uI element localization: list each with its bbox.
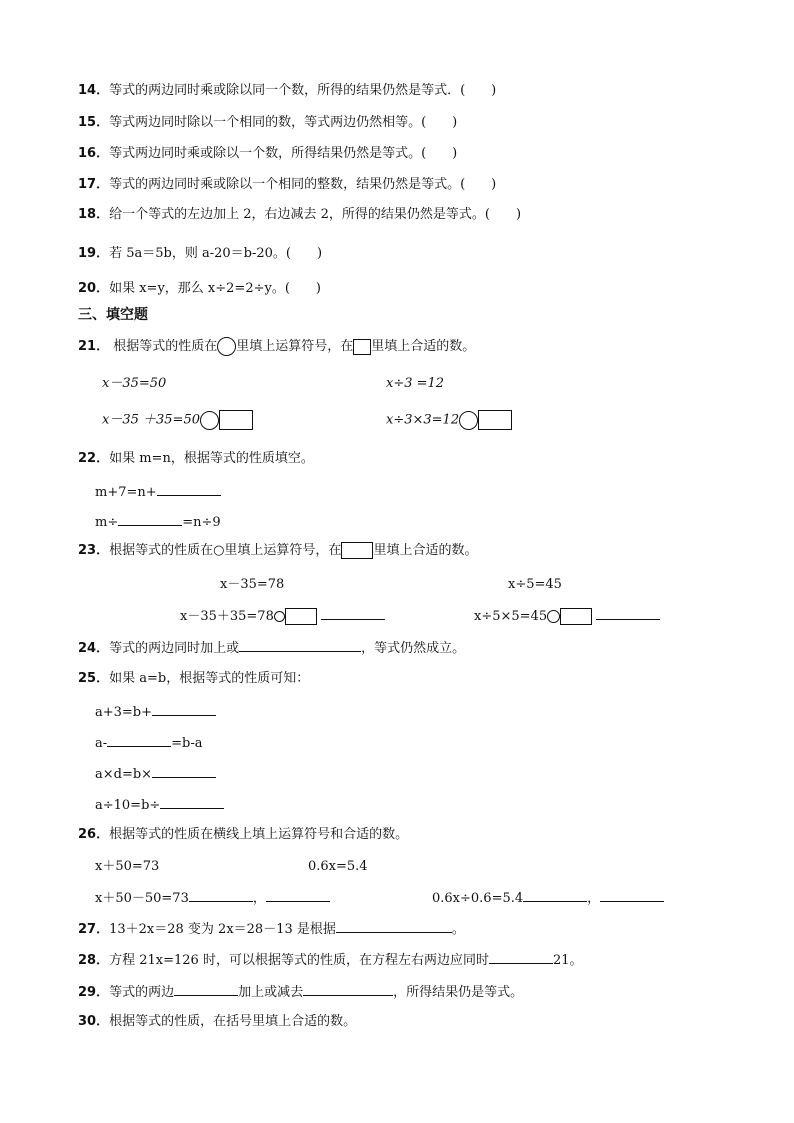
answer-blank[interactable] — [239, 638, 361, 652]
fill-row — [95, 733, 203, 753]
question-number: 14． — [78, 83, 110, 98]
answer-blank[interactable] — [118, 512, 182, 526]
equation: a- — [95, 736, 108, 751]
question-21 — [78, 337, 475, 356]
equation: m+7=n+ — [95, 485, 157, 500]
equation: a+3=b+ — [95, 705, 153, 720]
operator-circle[interactable] — [459, 411, 478, 430]
question-24 — [78, 638, 465, 658]
question-number: 25． — [78, 671, 110, 686]
question-number: 16． — [78, 146, 110, 161]
equation: =b-a — [171, 736, 203, 751]
question-22 — [78, 450, 314, 468]
question-text: 21。 — [552, 953, 583, 968]
answer-box[interactable] — [478, 410, 512, 430]
question-29 — [78, 982, 523, 1002]
number-box — [341, 542, 373, 559]
question-16 — [78, 145, 457, 163]
equation: x＋50=73 — [95, 859, 160, 874]
question-18 — [78, 206, 521, 224]
question-number: 24． — [78, 641, 110, 656]
equation: 0.6x=5.4 — [308, 859, 368, 874]
equation: x÷3×3=12 — [386, 412, 460, 428]
equation: x－35=50 — [102, 376, 167, 391]
question-27 — [78, 919, 465, 939]
answer-blank[interactable] — [266, 888, 330, 902]
answer-blank[interactable] — [174, 982, 238, 996]
section-heading: 三、填空题 — [78, 307, 148, 323]
question-number: 26． — [78, 827, 110, 842]
operator-circle[interactable] — [274, 611, 285, 622]
question-25 — [78, 670, 309, 688]
question-text: 等式两边同时乘或除以一个数，所得结果仍然是等式。( ) — [109, 146, 458, 161]
question-number: 23． — [78, 543, 110, 558]
equation-row — [95, 888, 330, 908]
equation: x－35＋35=78 — [180, 609, 274, 624]
equation: x÷3 =12 — [386, 376, 445, 391]
question-text: ，所得结果仍是等式。 — [393, 985, 524, 1000]
answer-blank[interactable] — [152, 764, 216, 778]
answer-blank[interactable] — [600, 888, 664, 902]
answer-box[interactable] — [285, 608, 317, 625]
equation: m÷ — [95, 515, 119, 530]
equation: x÷5×5=45 — [474, 609, 548, 624]
question-number: 30． — [78, 1014, 110, 1029]
equation: =n÷9 — [182, 515, 221, 530]
question-number: 19． — [78, 246, 110, 261]
question-text: 若 5a＝5b，则 a-20＝b-20。( ) — [109, 246, 323, 261]
fill-row — [95, 702, 216, 722]
question-text: 根据等式的性质在 — [113, 339, 218, 354]
comma: ， — [252, 891, 266, 906]
operator-circle[interactable] — [547, 610, 560, 623]
question-text: 里填上合适的数。 — [373, 543, 478, 558]
question-text: 13＋2x＝28 变为 2x＝28－13 是根据 — [109, 922, 336, 937]
question-number: 22． — [78, 451, 110, 466]
answer-blank[interactable] — [189, 888, 253, 902]
answer-blank[interactable] — [321, 606, 385, 620]
question-15 — [78, 114, 457, 132]
question-text: 加上或减去 — [238, 985, 304, 1000]
comma: ， — [587, 891, 601, 906]
question-text: 等式的两边同时乘或除以同一个数，所得的结果仍然是等式．( ) — [109, 83, 497, 98]
fill-row — [95, 795, 224, 815]
question-number: 15． — [78, 115, 110, 130]
equation-row — [386, 410, 512, 430]
answer-blank[interactable] — [489, 950, 553, 964]
question-19 — [78, 245, 322, 263]
answer-blank[interactable] — [160, 795, 224, 809]
equation: x－35 ＋35=50 — [102, 412, 200, 428]
equation: x÷5=45 — [508, 577, 562, 592]
question-number: 18． — [78, 207, 110, 222]
question-20 — [78, 280, 321, 298]
answer-blank[interactable] — [303, 982, 393, 996]
question-text: 。 — [451, 922, 465, 937]
question-text: 等式两边同时除以一个相同的数，等式两边仍然相等。( ) — [109, 115, 458, 130]
equation-row — [102, 410, 253, 430]
equation-row — [180, 606, 385, 626]
question-text: 如果 m=n，根据等式的性质填空。 — [109, 451, 314, 466]
equation: x－35=78 — [220, 577, 285, 592]
question-number: 28． — [78, 953, 110, 968]
answer-blank[interactable] — [336, 919, 452, 933]
question-text: ，等式仍然成立。 — [361, 641, 466, 656]
question-26 — [78, 826, 408, 844]
fill-row — [95, 512, 221, 532]
question-text: 根据等式的性质在横线上填上运算符号和合适的数。 — [109, 827, 409, 842]
fill-row — [95, 482, 221, 502]
operator-circle[interactable] — [200, 411, 219, 430]
equation: x＋50－50=73 — [95, 891, 189, 906]
question-text: 如果 x=y，那么 x÷2=2÷y。( ) — [109, 281, 321, 296]
question-text: 等式的两边 — [109, 985, 175, 1000]
answer-blank[interactable] — [596, 606, 660, 620]
question-number: 27． — [78, 922, 110, 937]
question-text: 方程 21x=126 时，可以根据等式的性质，在方程左右两边应同时 — [109, 953, 489, 968]
answer-box[interactable] — [219, 410, 253, 430]
answer-blank[interactable] — [107, 733, 171, 747]
answer-blank[interactable] — [152, 702, 216, 716]
equation: a÷10=b÷ — [95, 798, 161, 813]
question-text: 里填上运算符号，在 — [236, 339, 354, 354]
equation: a×d=b× — [95, 767, 153, 782]
answer-blank[interactable] — [157, 482, 221, 496]
operator-circle — [217, 337, 236, 356]
question-28 — [78, 950, 583, 970]
question-text: 等式的两边同时加上或 — [109, 641, 240, 656]
equation-row — [432, 888, 664, 908]
question-17 — [78, 176, 496, 194]
question-30 — [78, 1013, 356, 1031]
answer-blank[interactable] — [523, 888, 587, 902]
question-number: 20． — [78, 281, 110, 296]
answer-box[interactable] — [560, 608, 592, 625]
question-text: 等式的两边同时乘或除以一个相同的整数，结果仍然是等式。( ) — [109, 177, 497, 192]
number-box — [353, 339, 371, 355]
equation-row — [474, 606, 660, 626]
equation: 0.6x÷0.6=5.4 — [432, 891, 524, 906]
question-text: 如果 a=b，根据等式的性质可知： — [109, 671, 310, 686]
question-number: 17． — [78, 177, 110, 192]
fill-row — [95, 764, 216, 784]
question-text: 根据等式的性质在○里填上运算符号，在 — [109, 543, 342, 558]
question-text: 给一个等式的左边加上 2，右边减去 2，所得的结果仍然是等式。( ) — [109, 207, 522, 222]
question-text: 里填上合适的数。 — [371, 339, 476, 354]
question-23 — [78, 542, 477, 560]
question-number: 29． — [78, 985, 110, 1000]
question-number: 21． — [78, 339, 110, 354]
question-text: 根据等式的性质，在括号里填上合适的数。 — [109, 1014, 357, 1029]
question-14 — [78, 82, 496, 100]
